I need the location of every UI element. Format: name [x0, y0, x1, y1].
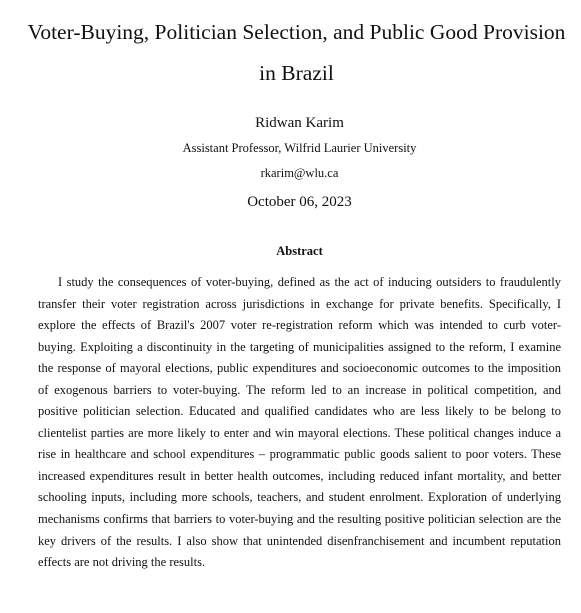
- paper-title: Voter-Buying, Politician Selection, and Public Good Provision in Brazil: [27, 20, 566, 85]
- paper-date: October 06, 2023: [247, 194, 352, 210]
- author-name: Ridwan Karim: [255, 115, 344, 131]
- author-affiliation: Assistant Professor, Wilfrid Laurier University: [182, 141, 417, 155]
- abstract-heading: Abstract: [276, 244, 323, 258]
- abstract-text: I study the consequences of voter-buying, defined as the act of inducing outsiders to fraudulently transfer their voter registration across jurisdictions in exchange for private benefits. Specifically, I explore the effects of Brazil's 2007 voter re-registration reform which was intended to curb voter-buying. Exploiting a discontinuity in the targeting of municipalities assigned to the reform, I examine the response of mayoral elections, public expenditures and socioeconomic outcomes to the imposition of exogenous barriers to voter-buying. The reform led to an increase in political competition, and positive politician selection. Educated and qualified candidates who are less likely to be belong to clientelist parties are more likely to enter and win mayoral elections. These political changes induce a rise in healthcare and school expenditures – programmatic public goods salient to poor voters. These increased expenditures result in better health outcomes, including reduced infant mortality, and better schooling inputs, including more schools, teachers, and student enrolment. Exploration of underlying mechanisms confirms that barriers to voter-buying and the resulting positive politician selection are the key drivers of the results. I also show that unintended disenfranchisement and incumbent reputation effects are not driving the results.: [38, 275, 561, 570]
- author-email: rkarim@wlu.ca: [260, 166, 339, 180]
